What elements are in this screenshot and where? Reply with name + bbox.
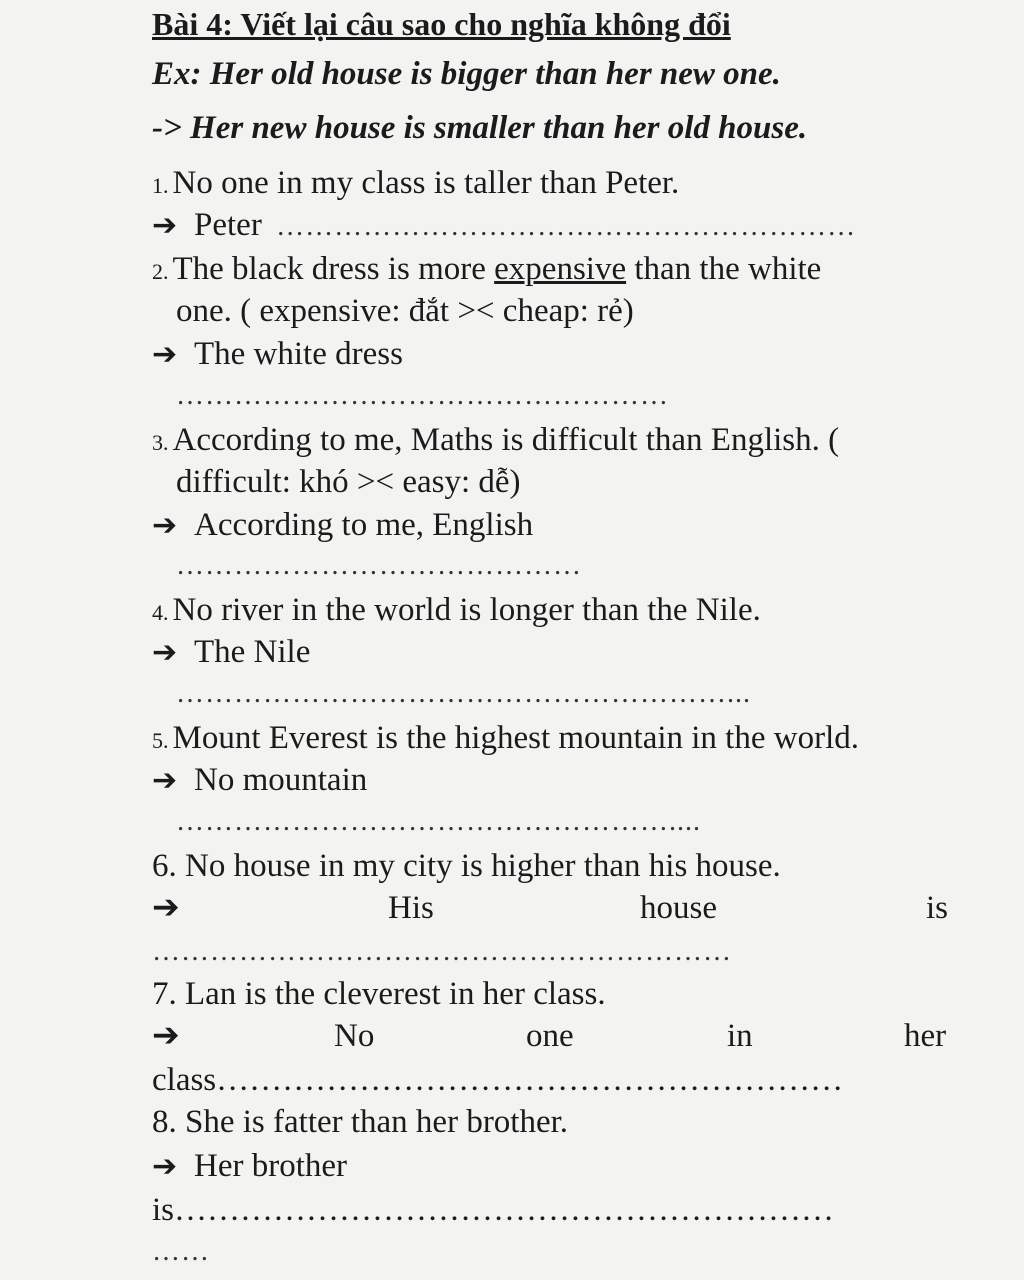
question-text: Lan is the cleverest in her class. — [185, 976, 606, 1012]
question-number: 4. — [152, 600, 169, 625]
question-1 — [152, 163, 679, 206]
question-number: 1. — [152, 173, 169, 198]
answer-blank[interactable]: …………………………………………………... — [176, 678, 751, 709]
answer-prompt-word: house — [640, 890, 717, 926]
answer-prompt-word: one — [526, 1018, 574, 1054]
answer-prompt: The Nile — [194, 634, 311, 670]
question-6 — [152, 846, 781, 886]
arrow-icon: ➔ — [152, 509, 178, 542]
question-number: 5. — [152, 728, 169, 753]
answer-blank[interactable]: …………………………………………….... — [176, 806, 701, 837]
question-text: No one in my class is taller than Peter. — [172, 165, 680, 201]
answer-blank[interactable]: …… — [152, 1236, 210, 1267]
example-sentence: Ex: Her old house is bigger than her new one. — [152, 56, 781, 92]
answer-prompt: Her brother — [194, 1148, 348, 1184]
answer-5 — [152, 760, 367, 801]
question-text: No house in my city is higher than his house. — [185, 848, 781, 884]
answer-prompt-word: No — [334, 1018, 375, 1054]
answer-2 — [152, 334, 403, 375]
answer-blank[interactable]: …………………………………………………… — [276, 211, 857, 242]
arrow-icon: ➔ — [152, 1150, 178, 1183]
question-7 — [152, 974, 606, 1014]
question-number: 6. — [152, 848, 177, 884]
exercise-title: Bài 4: Viết lại câu sao cho nghĩa không đổi — [152, 6, 731, 42]
question-number: 7. — [152, 976, 177, 1012]
question-4 — [152, 590, 761, 633]
question-number: 8. — [152, 1104, 177, 1140]
answer-blank[interactable]: …………………………………………………… — [152, 936, 732, 967]
answer-prompt: No mountain — [194, 762, 368, 798]
answer-prompt: The white dress — [194, 336, 403, 372]
arrow-icon: ➔ — [152, 209, 178, 242]
answer-3 — [152, 505, 533, 546]
question-8 — [152, 1102, 568, 1142]
question-2 — [152, 249, 821, 292]
answer-prompt-word: her — [904, 1018, 947, 1054]
question-text: She is fatter than her brother. — [185, 1104, 569, 1140]
question-text: Mount Everest is the highest mountain in the world. — [172, 720, 859, 756]
question-text: According to me, Maths is difficult than English. ( — [172, 422, 840, 458]
answer-prompt-word: His — [388, 890, 434, 926]
answer-1 — [152, 205, 856, 247]
arrow-icon: ➔ — [152, 764, 178, 797]
question-text: than the white — [626, 251, 822, 287]
question-3-line-2: difficult: khó >< easy: dễ) — [176, 464, 521, 500]
answer-continuation[interactable]: class………………………………………………… — [152, 1062, 844, 1098]
question-text: No river in the world is longer than the Nile. — [172, 592, 761, 628]
answer-prompt-word: is — [926, 890, 949, 926]
question-5 — [152, 718, 859, 761]
answer-continuation[interactable]: is…………………………………………………… — [152, 1192, 835, 1228]
question-3 — [152, 420, 839, 463]
answer-prompt-word: in — [727, 1018, 753, 1054]
question-number: 3. — [152, 430, 169, 455]
answer-blank[interactable]: …………………………………… — [176, 550, 582, 581]
answer-blank[interactable]: …………………………………………… — [176, 380, 669, 411]
question-text: The black dress is more — [172, 251, 495, 287]
arrow-icon: ➔ — [152, 1018, 180, 1054]
example-answer: -> Her new house is smaller than her old house. — [152, 110, 808, 146]
underlined-word: expensive — [494, 251, 627, 287]
arrow-icon: ➔ — [152, 338, 178, 371]
answer-prompt: According to me, English — [194, 507, 534, 543]
question-number: 2. — [152, 259, 169, 284]
arrow-icon: ➔ — [152, 890, 180, 926]
answer-4 — [152, 632, 310, 673]
question-2-line-2: one. ( expensive: đắt >< cheap: rẻ) — [176, 293, 634, 329]
answer-prompt: Peter — [194, 207, 262, 243]
answer-8 — [152, 1146, 347, 1187]
arrow-icon: ➔ — [152, 636, 178, 669]
